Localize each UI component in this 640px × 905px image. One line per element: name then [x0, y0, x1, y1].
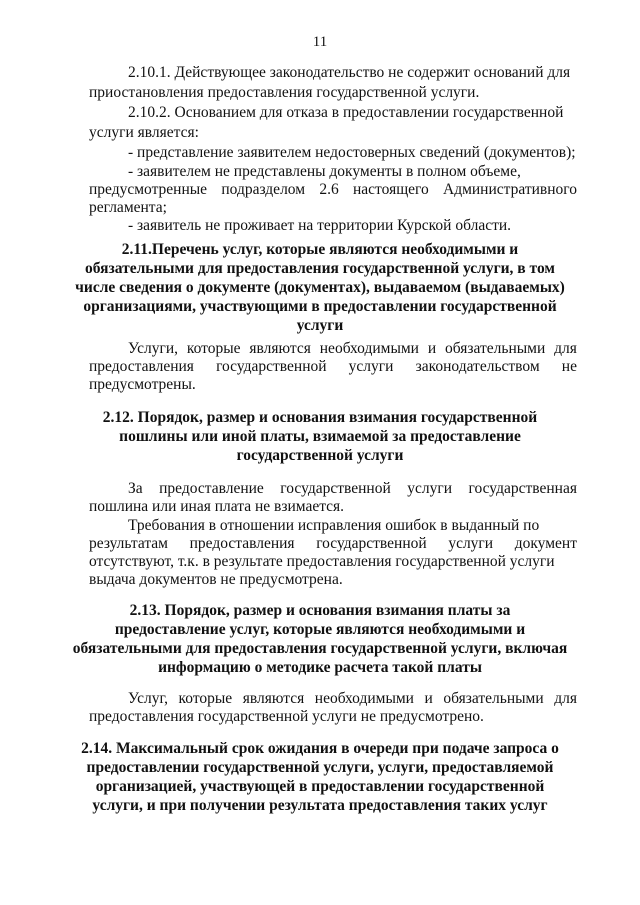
- paragraph-2-13-line-2: предоставления государственной услуги не предусмотрено.: [89, 708, 484, 725]
- heading-2-11-line-1: 2.11.Перечень услуг, которые являются необходимыми и: [121, 241, 519, 258]
- list-item-2-line-3: регламента;: [89, 199, 167, 216]
- paragraph-2-10-1-line-1: 2.10.1. Действующее законодательство не содержит оснований для: [128, 64, 571, 81]
- heading-2-12-line-3: государственной услуги: [236, 447, 404, 464]
- paragraph-2-10-2-line-2: услуги является:: [89, 124, 199, 141]
- paragraph-2-12a-line-2: пошлина или иная плата не взимается.: [89, 498, 345, 515]
- paragraph-2-12b-line-2: результатам предоставления государственной услуги документ: [89, 535, 577, 552]
- paragraph-2-11-line-1: Услуги, которые являются необходимыми и обязательными для: [128, 340, 577, 357]
- paragraph-2-12b-line-3: отсутствуют, т.к. в результате предоставления государственной услуги: [89, 553, 555, 570]
- paragraph-2-13-line-1: Услуг, которые являются необходимыми и обязательными для: [128, 690, 577, 707]
- paragraph-2-12a-line-1: За предоставление государственной услуги государственная: [128, 480, 577, 497]
- heading-2-11-line-4: организациями, участвующими в предоставлении государственной: [83, 298, 557, 315]
- paragraph-2-11-line-2: предоставления государственной услуги законодательством не: [89, 358, 577, 375]
- heading-2-13-line-1: 2.13. Порядок, размер и основания взимания платы за: [129, 602, 511, 619]
- heading-2-11-line-5: услуги: [296, 317, 344, 334]
- heading-2-14-line-2: предоставлении государственной услуги, услуги, предоставляемой: [86, 759, 554, 776]
- heading-2-14-line-4: услуги, и при получении результата предоставления таких услуг: [92, 797, 548, 814]
- heading-2-14-line-3: организацией, участвующей в предоставлении государственной: [95, 778, 545, 795]
- heading-2-12-line-2: пошлины или иной платы, взимаемой за предоставление: [119, 428, 521, 445]
- paragraph-2-10-1-line-2: приостановления предоставления государственной услуги.: [89, 84, 480, 101]
- heading-2-12-line-1: 2.12. Порядок, размер и основания взимания государственной: [102, 409, 538, 426]
- heading-2-13-line-3: обязательными для предоставления государственной услуги, включая: [72, 640, 568, 657]
- page-number: 11: [312, 34, 328, 50]
- list-item-1: - представление заявителем недостоверных сведений (документов);: [128, 144, 576, 161]
- heading-2-11-line-2: обязательными для предоставления государственной услуги, в том: [85, 260, 555, 277]
- paragraph-2-11-line-3: предусмотрены.: [89, 376, 196, 393]
- heading-2-14-line-1: 2.14. Максимальный срок ожидания в очереди при подаче запроса о: [81, 740, 559, 757]
- list-item-3: - заявитель не проживает на территории Курской области.: [128, 217, 512, 234]
- heading-2-11-line-3: числе сведения о документе (документах), выдаваемом (выдаваемых): [75, 279, 565, 296]
- heading-2-13-line-4: информацию о методике расчета такой платы: [158, 659, 482, 676]
- paragraph-2-12b-line-1: Требования в отношении исправления ошибок в выданный по: [128, 517, 540, 534]
- heading-2-13-line-2: предоставление услуг, которые являются необходимыми и: [114, 621, 526, 638]
- list-item-2-line-1: - заявителем не представлены документы в полном объеме,: [128, 163, 521, 180]
- paragraph-2-12b-line-4: выдача документов не предусмотрена.: [89, 571, 343, 588]
- list-item-2-line-2: предусмотренные подразделом 2.6 настоящего Административного: [89, 181, 577, 198]
- paragraph-2-10-2-line-1: 2.10.2. Основанием для отказа в предоставлении государственной: [128, 104, 564, 121]
